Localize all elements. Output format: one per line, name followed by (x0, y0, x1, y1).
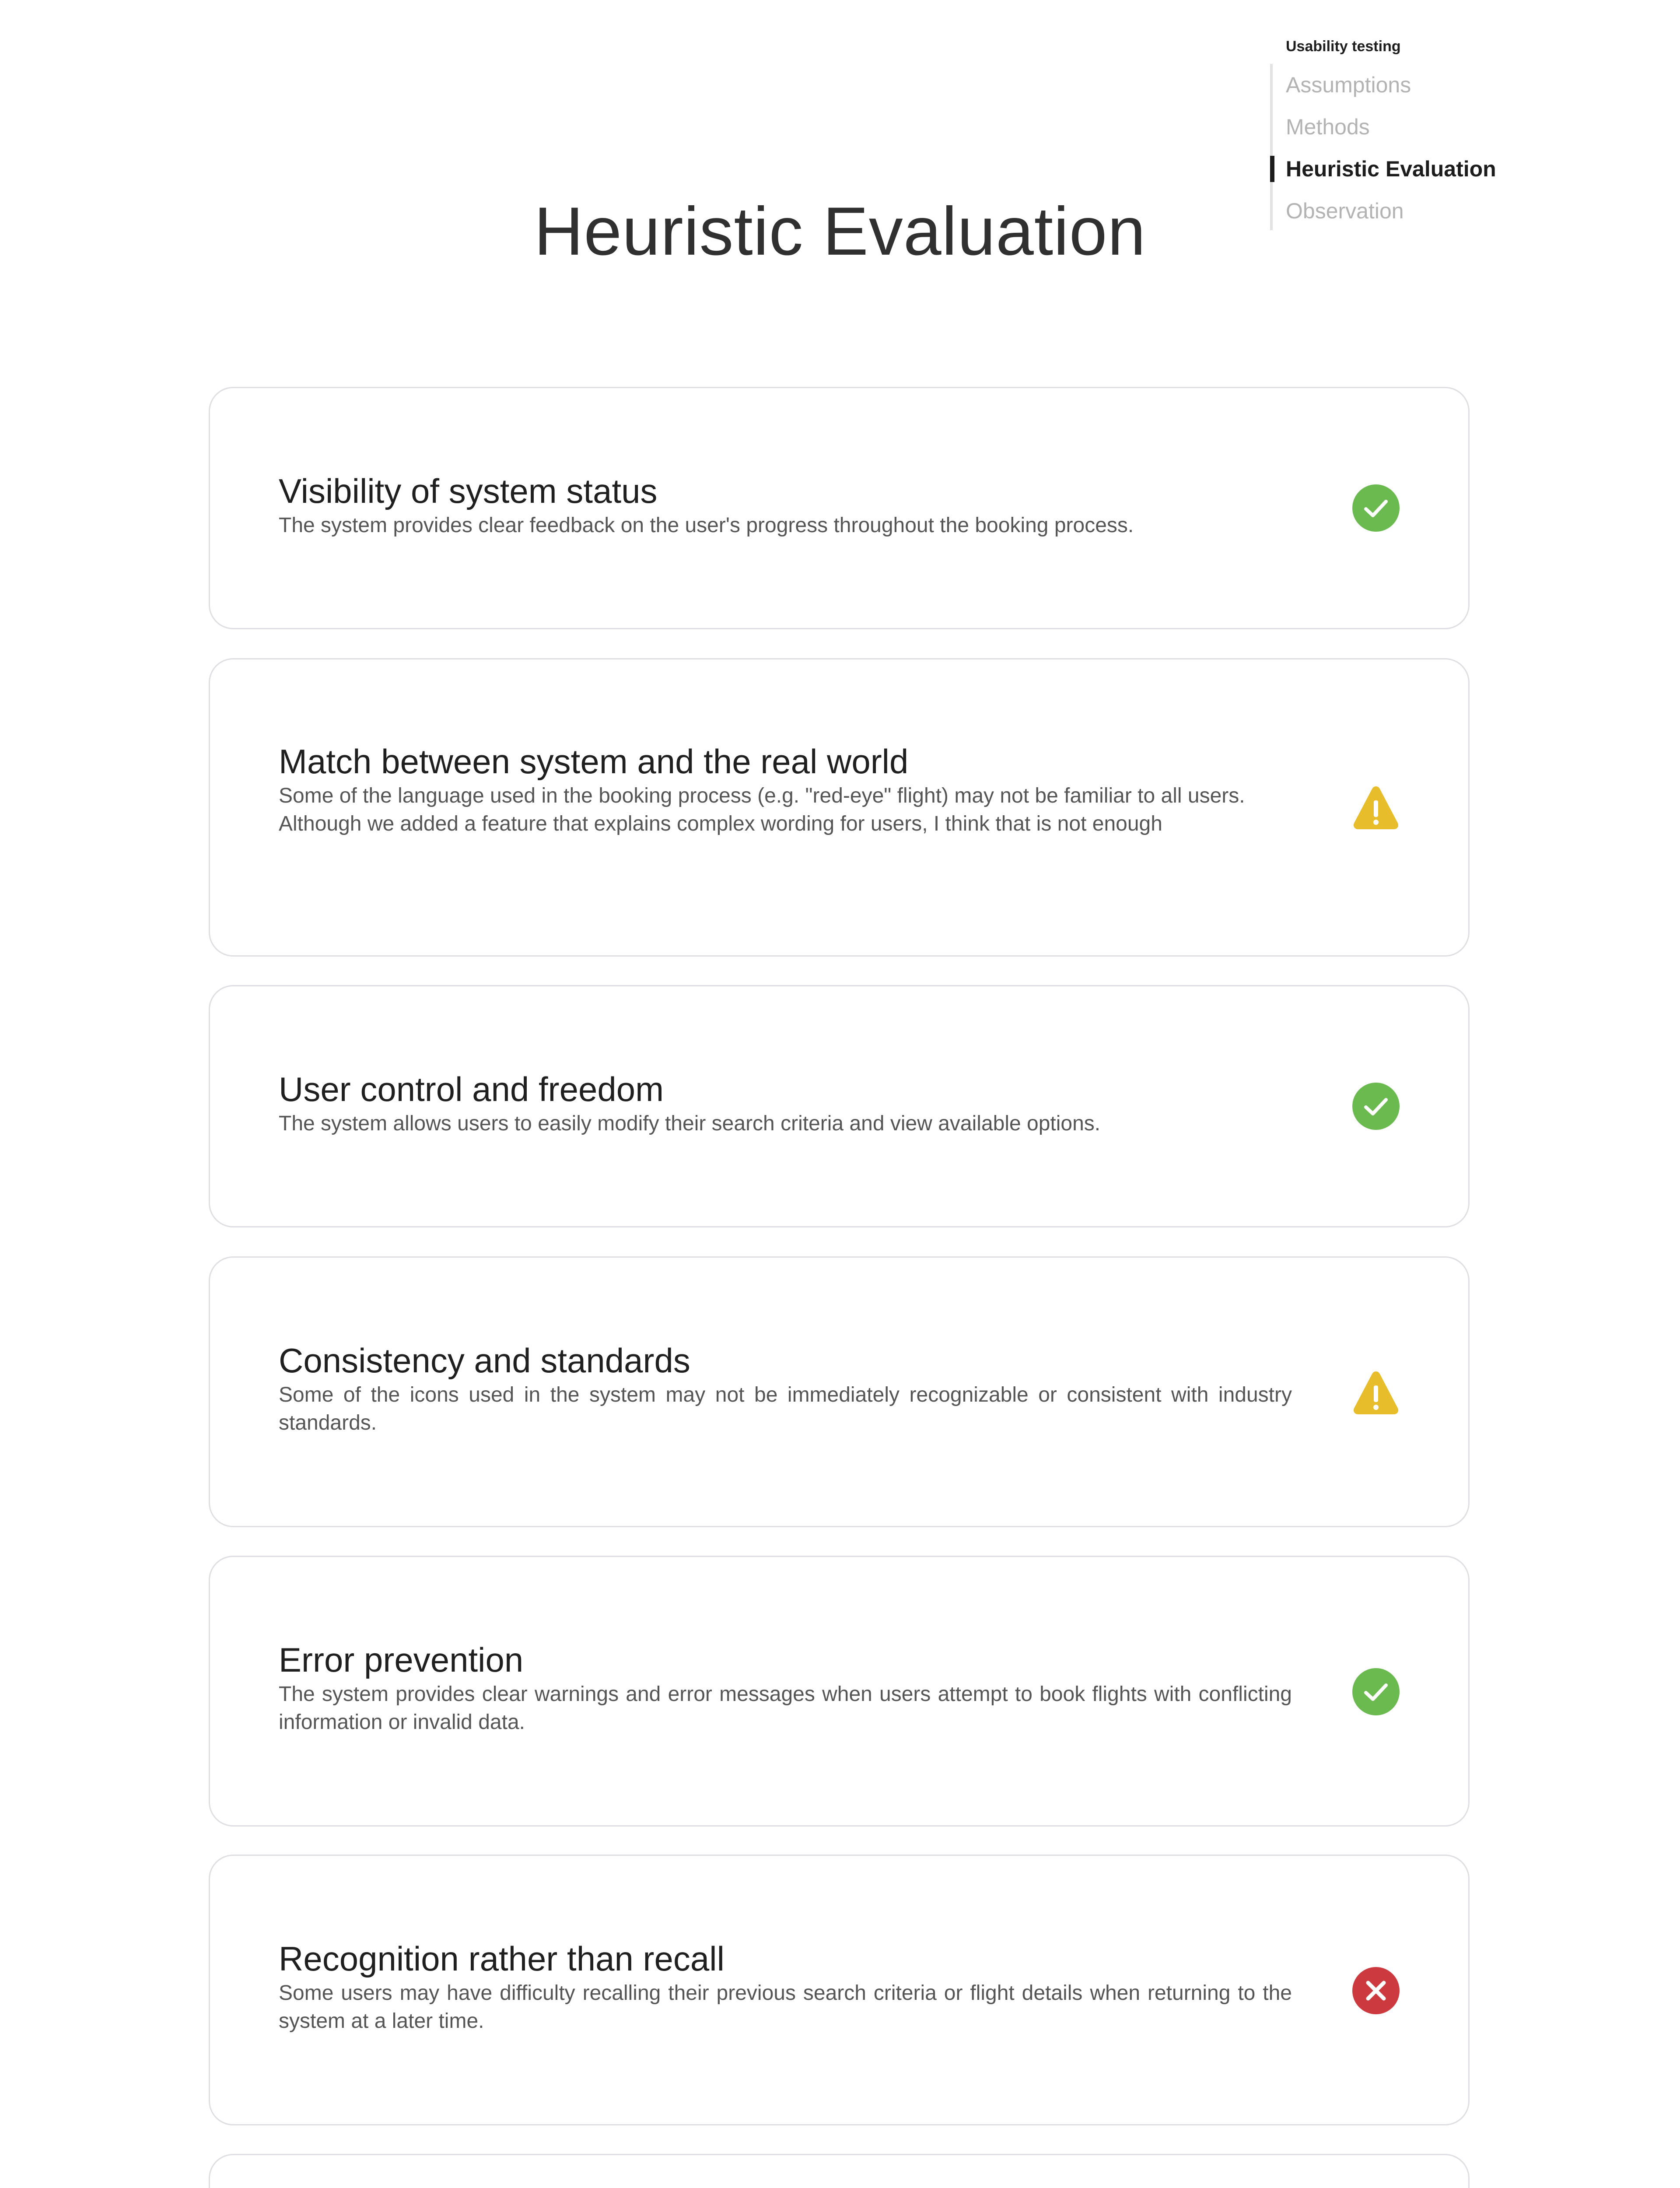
check-circle-icon (1352, 1083, 1400, 1130)
heuristic-card-text (279, 1069, 1292, 1138)
heuristic-title: Visibility of system status (279, 472, 658, 510)
heuristic-title: Error prevention (279, 1641, 524, 1679)
nav-item-methods[interactable]: Methods (1286, 115, 1370, 139)
heuristic-card-consistency-and-standards (209, 1256, 1470, 1527)
heuristic-card-match-between-system-and-the-real-world (209, 658, 1470, 957)
heuristic-card-text (279, 470, 1292, 540)
heuristic-title: Match between system and the real world (279, 742, 909, 781)
nav-item-observation[interactable]: Observation (1286, 199, 1404, 223)
heuristic-description: Some of the language used in the booking process (e.g. "red-eye" flight) may not be familiar to all users. Although we added a feature that explains complex wording for users, I think that is not enough (279, 784, 1245, 835)
page-title: Heuristic Evaluation (534, 193, 1146, 270)
check-circle-icon (1352, 484, 1400, 532)
nav-item-heuristic-evaluation[interactable]: Heuristic Evaluation (1270, 148, 1576, 190)
heuristic-description: The system provides clear warnings and error messages when users attempt to book flights with conflicting information or invalid data. (279, 1683, 1292, 1734)
heuristic-card-text (279, 1340, 1292, 1437)
heuristic-title: Consistency and standards (279, 1341, 690, 1380)
heuristic-card-flexibility-and-efficiency-of-use (209, 2154, 1470, 2188)
x-circle-icon (1352, 1967, 1400, 2014)
heuristic-description: The system provides clear feedback on the user's progress throughout the booking process. (279, 514, 1134, 537)
heuristic-description: The system allows users to easily modify their search criteria and view available options. (279, 1112, 1101, 1135)
warning-triangle-icon (1352, 784, 1400, 831)
heuristic-card-error-prevention (209, 1556, 1470, 1827)
heuristic-card-text (279, 741, 1292, 838)
heuristic-card-recognition-rather-than-recall (209, 1855, 1470, 2125)
heuristic-card-visibility-of-system-status (209, 387, 1470, 629)
check-circle-icon (1352, 1668, 1400, 1715)
section-nav-heading: Usability testing (1286, 38, 1401, 55)
heuristic-card-text (279, 1938, 1292, 2035)
heuristic-title: User control and freedom (279, 1070, 664, 1108)
heuristic-card-user-control-and-freedom (209, 985, 1470, 1227)
warning-triangle-icon (1352, 1369, 1400, 1416)
nav-item-assumptions[interactable]: Assumptions (1286, 73, 1411, 97)
heuristic-title: Recognition rather than recall (279, 1939, 724, 1978)
heuristic-description: Some users may have difficulty recalling their previous search criteria or flight details when returning to the system at a later time. (279, 1981, 1292, 2033)
heuristic-card-text (279, 1639, 1292, 1736)
heuristic-description: Some of the icons used in the system may not be immediately recognizable or consistent with industry standards. (279, 1383, 1292, 1434)
